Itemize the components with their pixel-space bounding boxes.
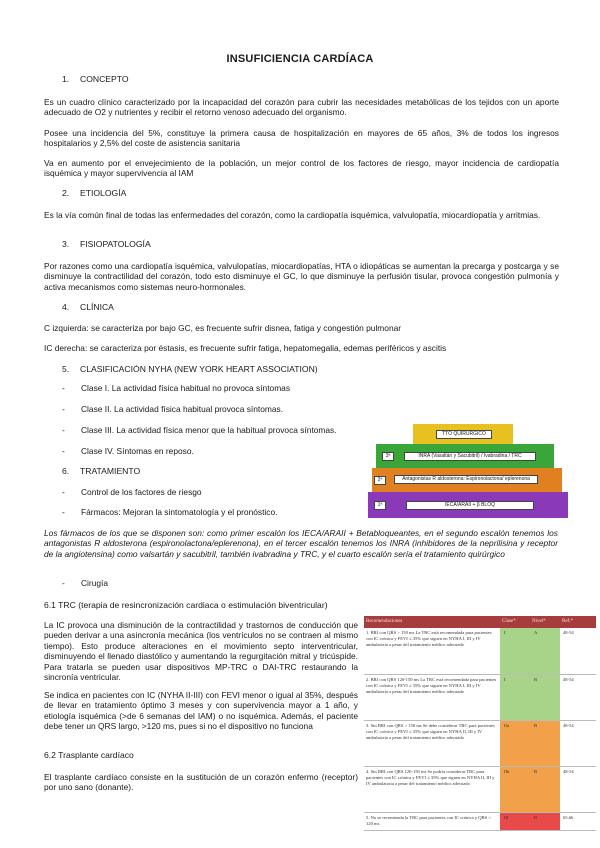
paragraph-trasplante: El trasplante cardíaco consiste en la sustitución de un corazón enfermo (receptor) por uno sano (donante). <box>44 772 358 793</box>
table-cell-class: I <box>500 674 530 720</box>
table-cell-recommendation: 4. Sin BRI con QRS 120-150 ms Se podría considerar TRC para pacientes con IC crónica y FEVI ≤ 35% que siguen en NYHA II, III y IV ambulatoria a pesar del tratamiento médico adecuado <box>364 766 500 812</box>
section-clinica-heading <box>62 302 114 312</box>
table-row <box>364 766 596 812</box>
bullet-dash: - <box>62 425 65 435</box>
table-cell-ref: 48-54 <box>560 766 596 812</box>
nyha-item-text: Clase III. La actividad física menor que la habitual provoca síntomas. <box>81 425 337 435</box>
pyramid-level3-tag: 3ª <box>382 452 394 461</box>
nyha-item-text: Clase IV. Síntomas en reposo. <box>81 446 194 456</box>
section-label: CLASIFICACIÓN NYHA (NEW YORK HEART ASSOCIATION) <box>80 364 318 374</box>
table-row <box>364 628 596 674</box>
bullet-dash: - <box>62 446 65 456</box>
table-cell-level: B <box>530 674 560 720</box>
bullet-dash: - <box>62 383 65 393</box>
pyramid-level1-tag: 1ª <box>374 501 386 510</box>
section-label: FISIOPATOLOGÍA <box>80 239 151 249</box>
table-cell-ref: 48-54 <box>560 720 596 766</box>
paragraph-ic-derecha: IC derecha: se caracteriza por éstasis, es frecuente sufrir fatiga, hepatomegalia, edemas periféricos y ascitis <box>44 343 447 353</box>
section-tratamiento-heading <box>62 466 140 476</box>
trc-heading: 6.1 TRC (terapia de resincronización cardiaca o estimulación biventricular) <box>44 600 328 610</box>
bullet-dash: - <box>62 404 65 414</box>
table-row <box>364 720 596 766</box>
table-header-cell: Ref.* <box>560 616 596 628</box>
paragraph-concepto-3: Va en aumento por el envejecimiento de la población, un mejor control de los factores de riesgo, mayor incidencia de cardiopatía isquémica y mayor supervivencia al IAM <box>44 158 559 179</box>
nyha-item-text: Clase II. La actividad física habitual provoca síntomas. <box>81 404 284 414</box>
pyramid-level3-label: INRA (Vasaltán y Sacubitril) / Ivabradina / TRC <box>404 452 536 461</box>
section-label: CONCEPTO <box>80 74 129 84</box>
tratamiento-item <box>62 487 202 497</box>
section-label: ETIOLOGÍA <box>80 188 127 198</box>
bullet-dash: - <box>62 578 65 588</box>
tratamiento-item-text: Fármacos: Mejoran la sintomatología y el pronóstico. <box>81 507 278 517</box>
table-header-cell: Clase* <box>500 616 530 628</box>
pyramid-level2-label: Antagonistas R aldosterona: Espironolactona/ eplerenona <box>394 475 538 484</box>
section-number: 5. <box>62 364 70 374</box>
pyramid-top-label: TTO QUIRÚRGICO <box>436 430 492 439</box>
section-etiologia-heading <box>62 188 126 198</box>
table-cell-ref: 48-54 <box>560 628 596 674</box>
table-cell-class: IIa <box>500 720 530 766</box>
bullet-dash: - <box>62 487 65 497</box>
table-cell-level: A <box>530 628 560 674</box>
table-cell-recommendation: 3. Sin BRI con QRS > 150 ms Se debe considerar TRC para pacientes con IC crónica y FEVI ≤ 35% que siguen en NYHA II, III y IV ambulatoria a pesar del tratamiento médico adecuado <box>364 720 500 766</box>
pyramid-level1-label: IECA/ARAII + β BLOQ <box>406 501 534 510</box>
table-cell-ref: 65,66 <box>560 812 596 830</box>
nyha-item <box>62 425 337 435</box>
tratamiento-item-text: Control de los factores de riesgo <box>81 487 202 497</box>
page-title: INSUFICIENCIA CARDÍACA <box>226 53 374 65</box>
paragraph-etiologia: Es la vía común final de todas las enfermedades del corazón, como la cardiopatía isquémica, valvulopatía, miocardiopatía y arritmias. <box>44 210 541 220</box>
section-number: 2. <box>62 188 70 198</box>
pyramid-level2-tag: 2ª <box>374 476 386 485</box>
paragraph-fisio: Por razones como una cardiopatía isquémica, valvulopatías, miocardiopatías, HTA o idiopáticas se aumentan la precarga y postcarga y se disminuye la contractilidad del corazón, todo esto disminuye el GC, lo que disminuye la perfusión tisular, provoca congestión pulmonía y activa mecanismos como sistemas neuro-hormonales. <box>44 261 559 292</box>
table-header-row <box>364 616 596 628</box>
section-nyha-heading <box>62 364 318 374</box>
table-row <box>364 674 596 720</box>
bullet-dash: - <box>62 507 65 517</box>
paragraph-concepto-2: Posee una incidencia del 5%, constituye la primera causa de hospitalización en mayores de 65 años, 3% de todos los ingresos hospitalarios y 2,5% del coste de asistencia sanitaria <box>44 128 559 149</box>
cirugia-text: Cirugía <box>81 578 108 588</box>
nyha-item <box>62 404 283 414</box>
section-fisio-heading <box>62 239 151 249</box>
treatment-pyramid <box>368 424 570 520</box>
table-cell-level: B <box>530 720 560 766</box>
paragraph-farmacos: Los fármacos de los que se disponen son: como primer escalón los IECA/ARAII + Betabloqueantes, en el segundo escalón tenemos los antagonistas R aldosterona (espironolactona/eplerenona), en el tercer escalón tenemos los INRA (inhibidores de la neprilisina y receptor de la angiotensina) como valsartán y sacubitril, también ivabradina y TRC, y el cuarto escalón sería el tratamiento quirúrgico <box>44 528 558 559</box>
table-cell-ref: 48-54 <box>560 674 596 720</box>
nyha-item-text: Clase I. La actividad física habitual no provoca síntomas <box>81 383 291 393</box>
section-number: 4. <box>62 302 70 312</box>
section-label: CLÍNICA <box>80 302 114 312</box>
paragraph-concepto-1: Es un cuadro clínico caracterizado por la incapacidad del corazón para cubrir las necesidades metabólicas de los tejidos con un aporte adecuado de O2 y nutrientes y recibir el retorno venoso adecuado del organismo. <box>44 97 559 118</box>
table-cell-level: B <box>530 766 560 812</box>
table-cell-level: B <box>530 812 560 830</box>
paragraph-trc-1: La IC provoca una disminución de la contractilidad y trastornos de conducción que pueden derivar a una asincronía mecánica (los ventrículos no se contraen al mismo tiempo). Esto produce alteraciones en el movimiento septo interventricular, disminuyendo el llenado diastólico y aumentando la regurgitación mitral y tricúspide. Para tratarla se pueden usar dispositivos MP-TRC o DAI-TRC restaurando la sincronía ventricular. <box>44 620 358 683</box>
table-header-cell: Recomendaciones <box>364 616 500 628</box>
section-number: 6. <box>62 466 70 476</box>
table-cell-recommendation: 5. No se recomienda la TRC para pacientes con IC crónica y QRS < 120 ms <box>364 812 500 830</box>
trasplante-heading: 6.2 Trasplante cardíaco <box>44 750 134 760</box>
nyha-item <box>62 446 194 456</box>
table-cell-class: IIb <box>500 766 530 812</box>
paragraph-ic-izquierda: C izquierda: se caracteriza por bajo GC, es frecuente sufrir disnea, fatiga y congestión pulmonar <box>44 323 402 333</box>
table-header-cell: Nivel* <box>530 616 560 628</box>
table-cell-class: III <box>500 812 530 830</box>
section-number: 3. <box>62 239 70 249</box>
section-concepto-heading <box>62 74 129 84</box>
trc-recommendations-table <box>364 616 596 831</box>
paragraph-trc-2: Se indica en pacientes con IC (NYHA II-III) con FEVI menor o igual al 35%, después de llevar en tratamiento óptimo 3 meses y con supervivencia mayor a 1 año, y etiología isquémica (>de 6 semanas del IAM) o no isquémica. Además, el paciente debe tener un QRS largo, >120 ms, pues si no el dispositivo no funciona <box>44 690 358 732</box>
section-number: 1. <box>62 74 70 84</box>
nyha-item <box>62 383 290 393</box>
section-label: TRATAMIENTO <box>80 466 141 476</box>
table-cell-recommendation: 2. BRI con QRS 120-150 ms La TRC está recomendada para pacientes con IC crónica y FEVI ≤ 35% que siguen en NYHA I, III y IV ambulatoria a pesar del tratamiento médico adecuado <box>364 674 500 720</box>
table-row <box>364 812 596 830</box>
cirugia-item <box>62 578 108 588</box>
table-cell-class: I <box>500 628 530 674</box>
table-cell-recommendation: 1. BRI con QRS > 150 ms La TRC está recomendada para pacientes con IC crónica y FEVI ≤ 35% que siguen en NYHA I, III y IV ambulatoria a pesar del tratamiento médico adecuado <box>364 628 500 674</box>
tratamiento-item <box>62 507 277 517</box>
